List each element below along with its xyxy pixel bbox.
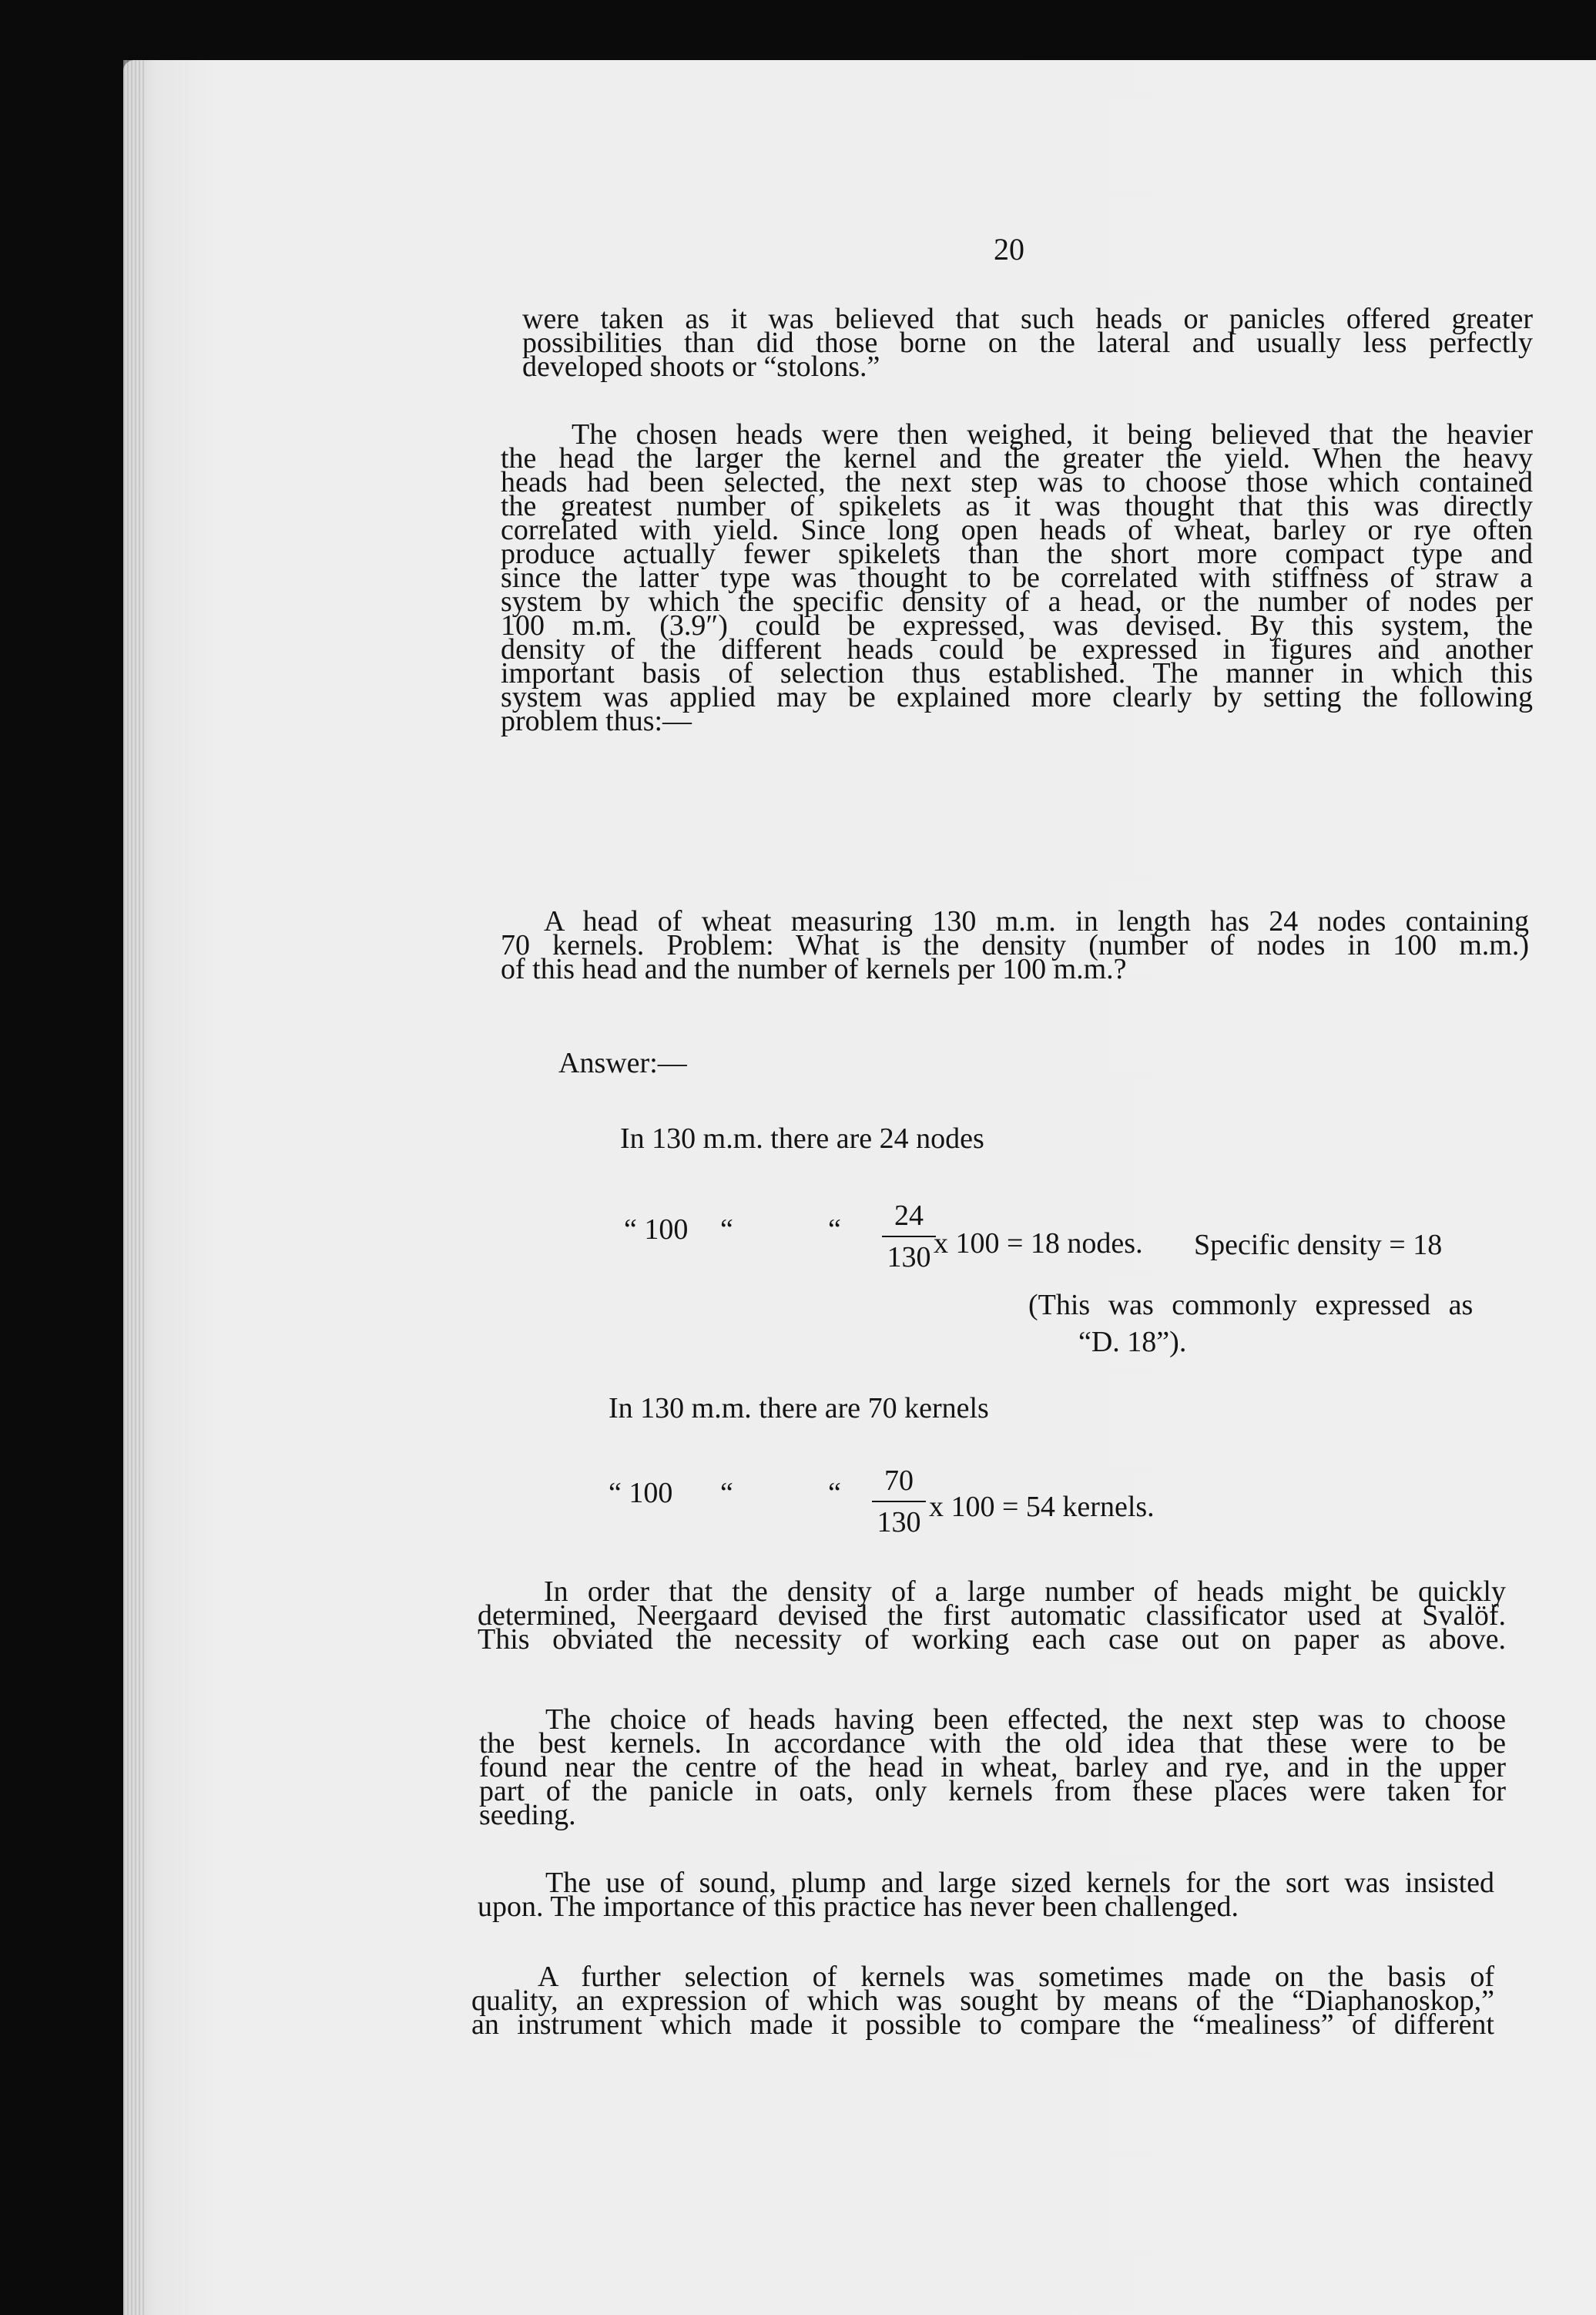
paragraph-5 xyxy=(479,1703,1506,1831)
text-line: This obviated the necessity of working each case out on paper as above. xyxy=(478,1623,1506,1656)
ditto-mark: “ xyxy=(720,1213,733,1246)
paragraph-7 xyxy=(471,1961,1494,2041)
page-number: 20 xyxy=(994,232,1024,267)
ditto-mark: “ xyxy=(828,1477,841,1509)
nodes-result: x 100 = 18 nodes. xyxy=(934,1227,1143,1260)
text-line: correlated with yield. Since long open heads of wheat, barley or rye often xyxy=(501,514,1533,546)
paragraph-6 xyxy=(478,1867,1494,1923)
calc-line-kernels: In 130 m.m. there are 70 kernels xyxy=(609,1392,989,1424)
ditto-100: “ 100 xyxy=(609,1477,673,1509)
paragraph-4 xyxy=(478,1575,1506,1656)
text-line: the head the larger the kernel and the greater the yield. When the heavy xyxy=(501,442,1533,475)
fraction-numerator: 70 xyxy=(884,1464,914,1497)
ditto-100: “ 100 xyxy=(624,1213,689,1246)
text-line: the greatest number of spikelets as it was thought that this was directly xyxy=(501,490,1533,522)
text-line: The use of sound, plump and large sized kernels for the sort was insisted xyxy=(545,1867,1494,1899)
fraction-kernels xyxy=(872,1464,926,1539)
text-line: density of the different heads could be expressed in figures and another xyxy=(501,633,1533,666)
text-line: seeding. xyxy=(479,1799,576,1831)
text-line: of this head and the number of kernels per 100 m.m.? xyxy=(501,953,1127,985)
paragraph-3 xyxy=(501,905,1529,985)
text-line: since the latter type was thought to be correlated with stiffness of straw a xyxy=(501,562,1533,594)
text-line: an instrument which made it possible to compare the “mealiness” of different xyxy=(471,2008,1494,2041)
note-line-1: (This was commonly expressed as xyxy=(1028,1289,1474,1321)
text-line: determined, Neergaard devised the first automatic classificator used at Svalöf. xyxy=(478,1599,1506,1632)
text-line: upon. The importance of this practice has never been challenged. xyxy=(478,1891,1239,1923)
text-line: developed shoots or “stolons.” xyxy=(522,351,880,383)
fraction-numerator: 24 xyxy=(894,1199,924,1232)
ditto-mark: “ xyxy=(828,1213,841,1246)
text-line: were taken as it was believed that such heads or panicles offered greater xyxy=(522,303,1533,335)
text-line: The chosen heads were then weighed, it being believed that the heavier xyxy=(572,418,1533,451)
text-line: A head of wheat measuring 130 m.m. in length has 24 nodes containing xyxy=(544,905,1529,938)
text-line: In order that the density of a large number of heads might be quickly xyxy=(544,1575,1506,1608)
text-line: quality, an expression of which was sought by means of the “Diaphanoskop,” xyxy=(471,1985,1494,2017)
text-line: problem thus:— xyxy=(501,705,692,737)
text-line: important basis of selection thus established. The manner in which this xyxy=(501,657,1533,689)
answer-label: Answer:— xyxy=(558,1047,687,1079)
text-line: the best kernels. In accordance with the old idea that these were to be xyxy=(479,1727,1506,1760)
note-line-2: “D. 18”). xyxy=(1078,1326,1187,1358)
kernels-result: x 100 = 54 kernels. xyxy=(929,1491,1155,1523)
text-line: found near the centre of the head in wheat, barley and rye, and in the upper xyxy=(479,1751,1506,1783)
text-line: 70 kernels. Problem: What is the density (number of nodes in 100 m.m.) xyxy=(501,929,1529,961)
fraction-nodes xyxy=(882,1199,936,1274)
paragraph-1 xyxy=(522,303,1533,383)
ditto-mark: “ xyxy=(720,1477,733,1509)
text-line: system by which the specific density of a head, or the number of nodes per xyxy=(501,585,1533,618)
specific-density: Specific density = 18 xyxy=(1194,1229,1443,1261)
calc-line-nodes: In 130 m.m. there are 24 nodes xyxy=(620,1122,984,1155)
paragraph-2 xyxy=(501,418,1533,737)
fraction-bar xyxy=(882,1236,936,1237)
fraction-bar xyxy=(872,1501,926,1502)
fraction-denominator: 130 xyxy=(887,1241,931,1273)
fraction-denominator: 130 xyxy=(877,1506,921,1538)
text-line: produce actually fewer spikelets than the short more compact type and xyxy=(501,538,1533,570)
text-line: 100 m.m. (3.9″) could be expressed, was devised. By this system, the xyxy=(501,609,1533,642)
text-line: The choice of heads having been effected, the next step was to choose xyxy=(545,1703,1506,1736)
text-line: heads had been selected, the next step was to choose those which contained xyxy=(501,466,1533,498)
text-line: possibilities than did those borne on the lateral and usually less perfectly xyxy=(522,327,1533,359)
text-line: system was applied may be explained more clearly by setting the following xyxy=(501,681,1533,713)
page-edge xyxy=(123,60,146,2315)
text-line: part of the panicle in oats, only kernels from these places were taken for xyxy=(479,1775,1506,1807)
text-line: A further selection of kernels was sometimes made on the basis of xyxy=(538,1961,1494,1993)
